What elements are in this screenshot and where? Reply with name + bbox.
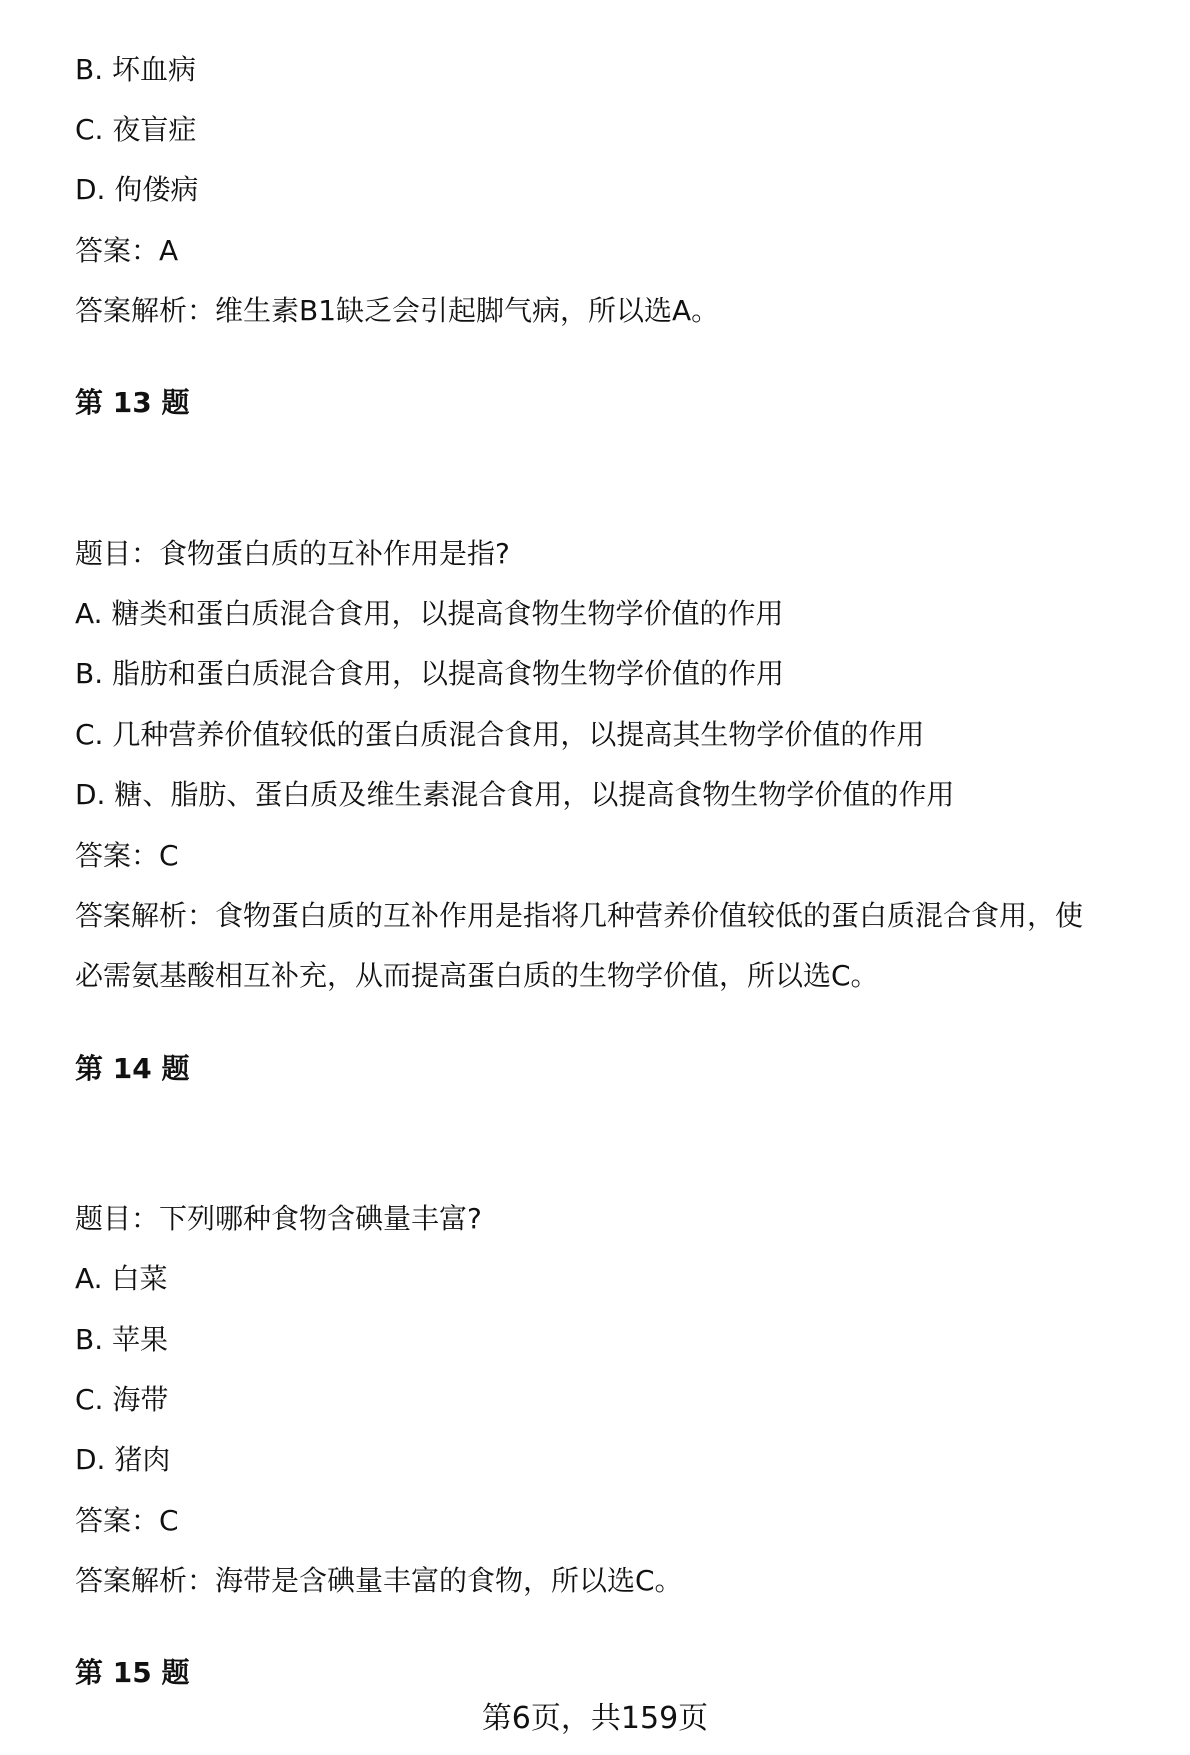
question-14-heading: 第 14 题 <box>75 1052 190 1085</box>
explanation-text: 答案解析：维生素B1缺乏会引起脚气病，所以选A。 <box>75 294 720 327</box>
question-13-explanation-line2: 必需氨基酸相互补充，从而提高蛋白质的生物学价值，所以选C。 <box>75 959 879 992</box>
page-number-footer: 第6页，共159页 <box>481 1701 709 1736</box>
question-13-explanation-line1: 答案解析：食物蛋白质的互补作用是指将几种营养价值较低的蛋白质混合食用，使 <box>75 899 1084 932</box>
question-13-option-c: C. 几种营养价值较低的蛋白质混合食用，以提高其生物学价值的作用 <box>75 718 925 751</box>
question-14-option-c: C. 海带 <box>75 1383 169 1416</box>
question-14-option-a: A. 白菜 <box>75 1262 168 1295</box>
question-14-prompt: 题目：下列哪种食物含碘量丰富? <box>75 1202 482 1235</box>
question-13-option-d: D. 糖、脂肪、蛋白质及维生素混合食用，以提高食物生物学价值的作用 <box>75 778 955 811</box>
question-14-answer: 答案：C <box>75 1504 179 1537</box>
question-14-explanation: 答案解析：海带是含碘量丰富的食物，所以选C。 <box>75 1564 683 1597</box>
question-13-prompt: 题目：食物蛋白质的互补作用是指? <box>75 537 510 570</box>
question-13-heading: 第 13 题 <box>75 386 190 419</box>
question-14-option-d: D. 猪肉 <box>75 1443 171 1476</box>
question-13-option-b: B. 脂肪和蛋白质混合食用，以提高食物生物学价值的作用 <box>75 657 785 690</box>
question-13-answer: 答案：C <box>75 839 179 872</box>
option-d-text: D. 佝偻病 <box>75 173 199 206</box>
question-13-option-a: A. 糖类和蛋白质混合食用，以提高食物生物学价值的作用 <box>75 597 784 630</box>
option-b-text: B. 坏血病 <box>75 53 197 86</box>
answer-text: 答案：A <box>75 234 179 267</box>
question-15-heading: 第 15 题 <box>75 1656 190 1689</box>
option-c-text: C. 夜盲症 <box>75 113 197 146</box>
question-14-option-b: B. 苹果 <box>75 1323 169 1356</box>
